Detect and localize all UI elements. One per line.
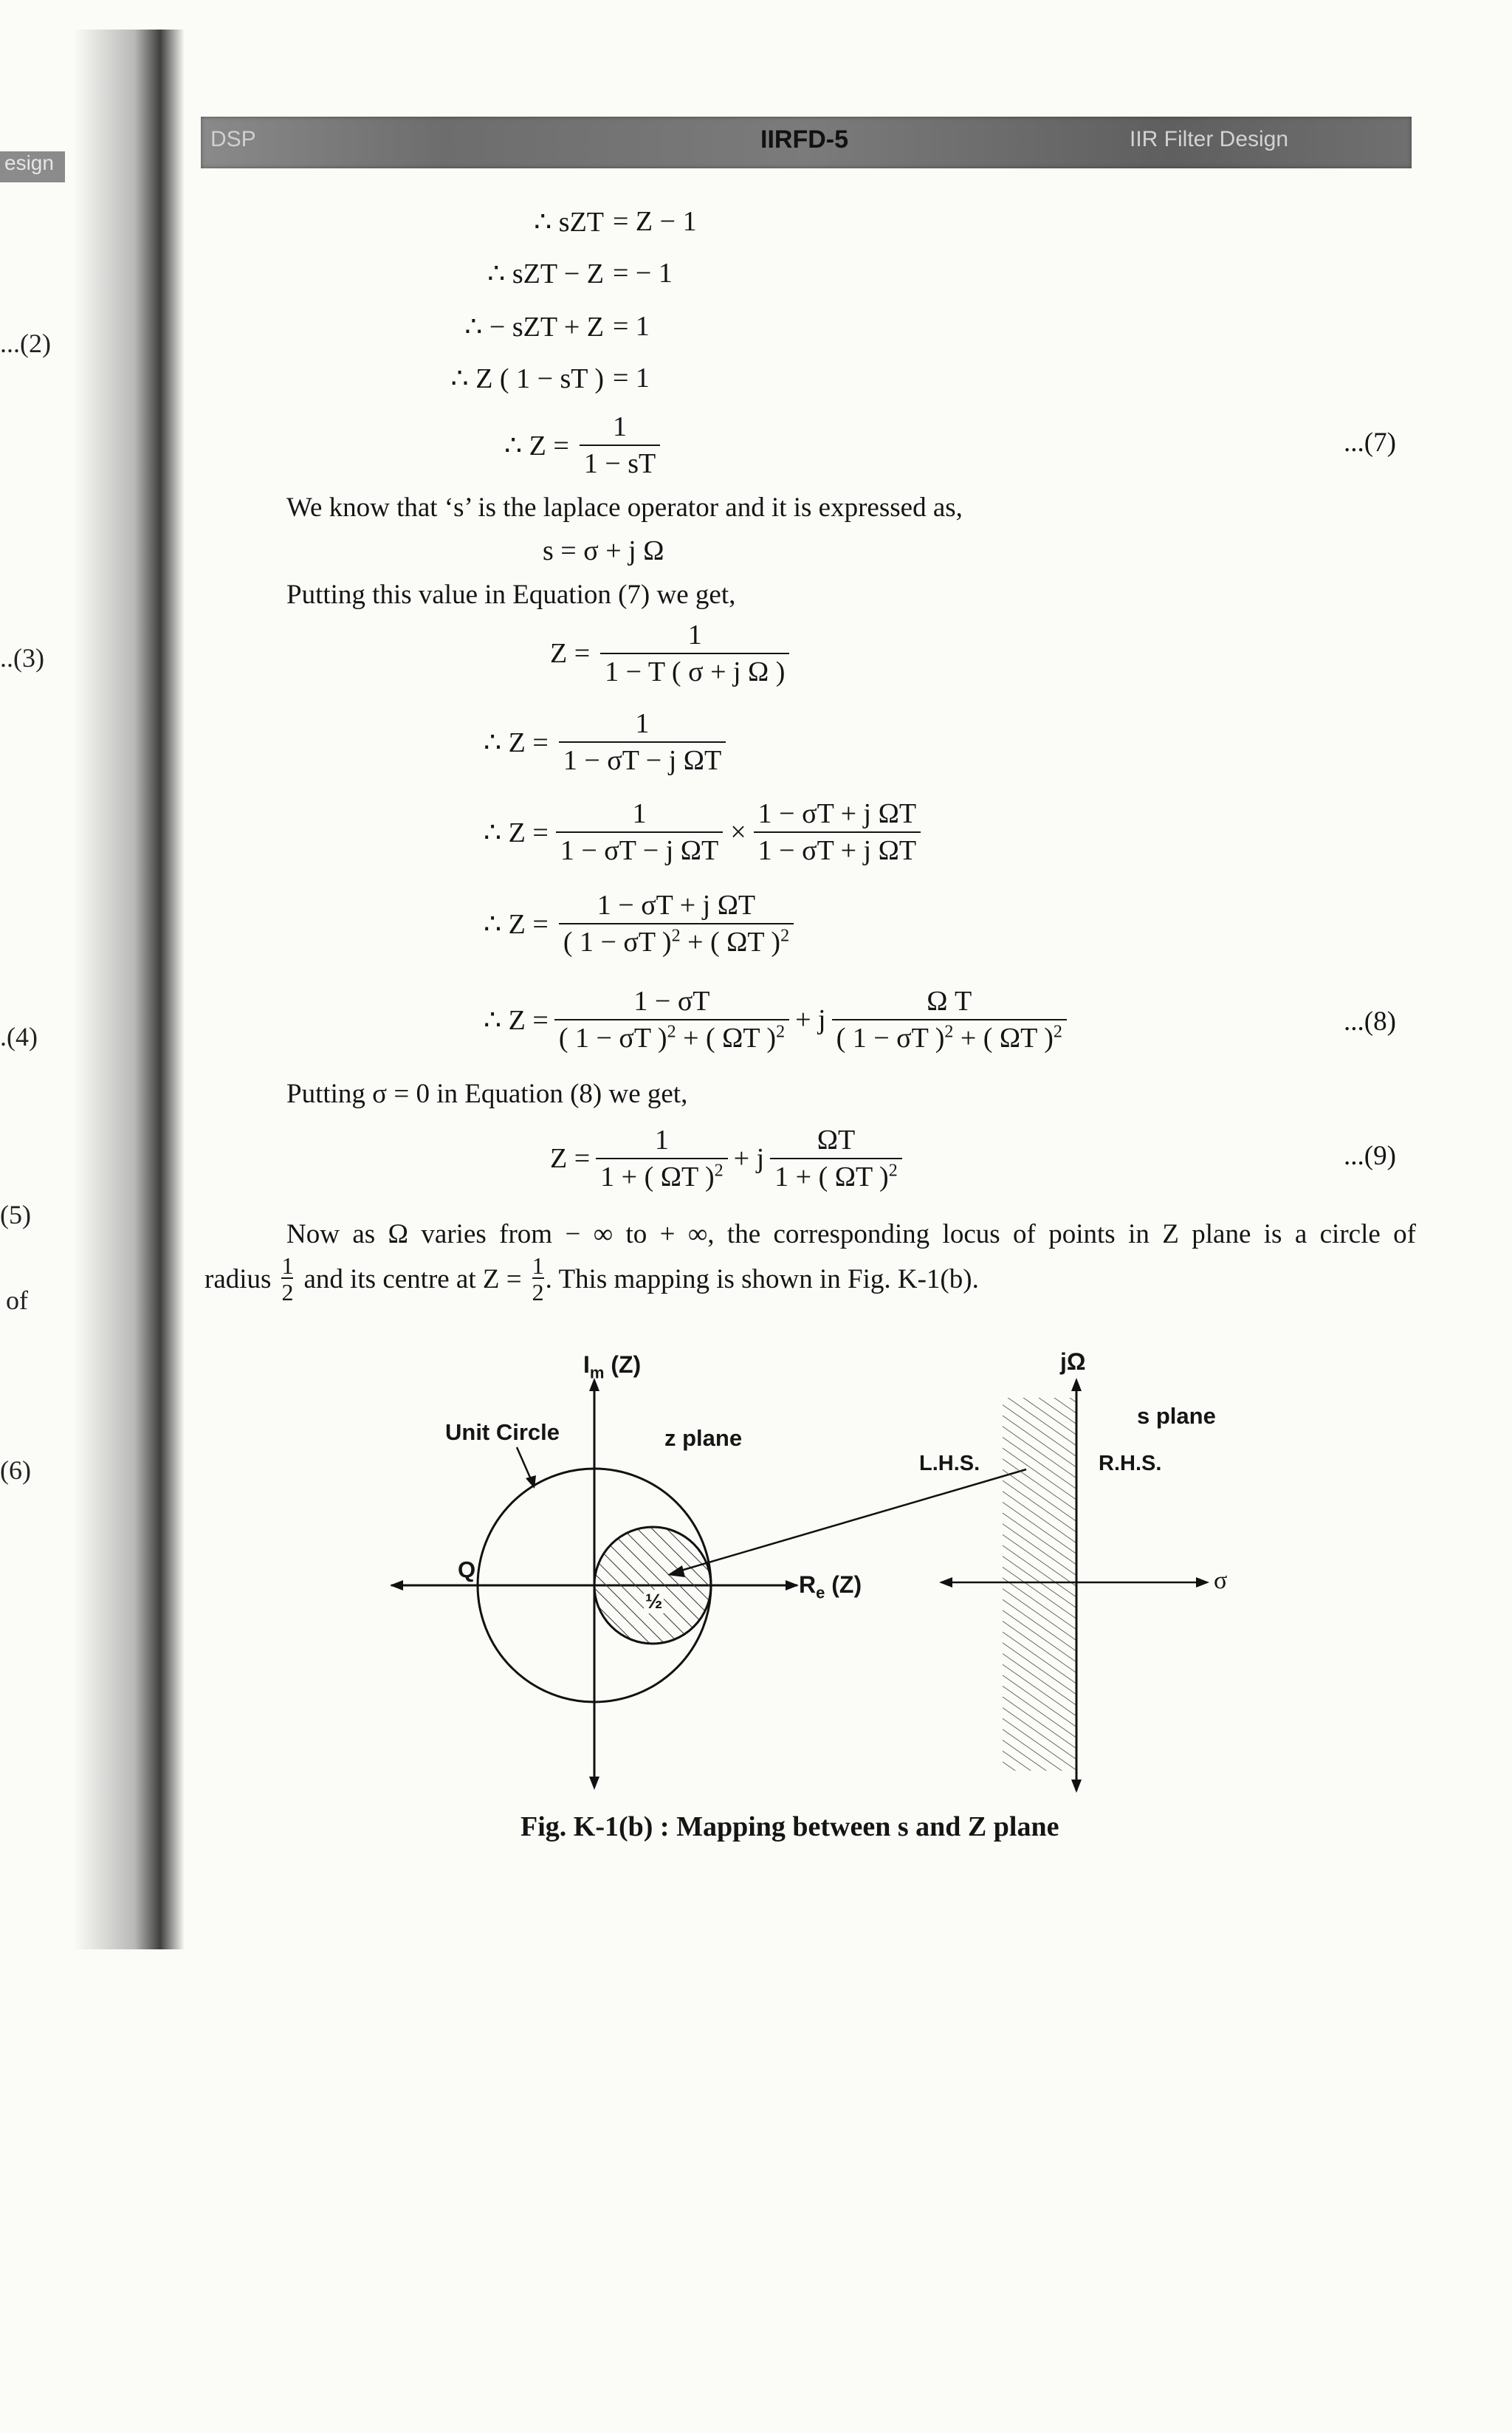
sigma-axis-label: σ bbox=[1214, 1567, 1228, 1594]
s-plane-label: s plane bbox=[1137, 1403, 1216, 1429]
derivation-rhs: = − 1 bbox=[613, 258, 673, 289]
equation-lhs: ∴ Z = bbox=[484, 817, 549, 848]
den-term: ( 1 − σT ) bbox=[563, 927, 672, 958]
exponent: 2 bbox=[667, 1022, 676, 1042]
exponent: 2 bbox=[714, 1161, 724, 1181]
label-subscript: e bbox=[816, 1583, 825, 1602]
figure-caption: Fig. K-1(b) : Mapping between s and Z plane bbox=[520, 1811, 1059, 1842]
prev-page-word: of bbox=[6, 1286, 28, 1315]
lhs-shaded-region bbox=[1003, 1398, 1076, 1771]
equation-number: ...(8) bbox=[1344, 1006, 1396, 1037]
exponent: 2 bbox=[776, 1022, 786, 1042]
den-term: ( 1 − σT ) bbox=[558, 1023, 667, 1054]
half-radius-label: ½ bbox=[645, 1590, 663, 1613]
arrow-down bbox=[589, 1777, 599, 1790]
exponent: 2 bbox=[888, 1161, 898, 1181]
derivation-lhs: ∴ sZT − Z bbox=[487, 258, 604, 289]
exponent: 2 bbox=[780, 926, 790, 946]
fraction-numerator: 1 bbox=[687, 620, 702, 651]
fraction-denominator: 1 − sT bbox=[580, 445, 660, 480]
label-suffix: (Z) bbox=[604, 1351, 642, 1378]
equation-lhs: ∴ Z = bbox=[484, 1004, 549, 1036]
den-term: ( 1 − σT ) bbox=[836, 1023, 945, 1054]
header-section-title: IIR Filter Design bbox=[1130, 127, 1289, 151]
fraction-numerator: Ω T bbox=[927, 986, 972, 1017]
equation-lhs: ∴ Z = bbox=[484, 727, 549, 758]
fraction-numerator: 1 bbox=[632, 798, 647, 829]
prev-page-eq-number: ..(3) bbox=[0, 643, 44, 673]
exponent: 2 bbox=[944, 1022, 954, 1042]
label-main: I bbox=[583, 1351, 590, 1378]
text-run: radius bbox=[205, 1263, 272, 1294]
label-main: R bbox=[799, 1571, 817, 1598]
rhs-label: R.H.S. bbox=[1099, 1452, 1162, 1475]
derivation-rhs: = 1 bbox=[613, 363, 650, 394]
prev-page-eq-number: (6) bbox=[0, 1455, 31, 1485]
arrow-left bbox=[390, 1580, 403, 1590]
fraction-numerator: 1 bbox=[654, 1125, 669, 1156]
fraction-denominator: 1 − T ( σ + j Ω ) bbox=[600, 653, 789, 688]
prev-page-eq-number: (5) bbox=[0, 1200, 31, 1229]
fraction-denominator: 2 bbox=[281, 1279, 294, 1305]
fraction-numerator: ΩT bbox=[817, 1125, 856, 1156]
prev-page-eq-number: .(4) bbox=[0, 1022, 38, 1051]
equation-number: ...(9) bbox=[1344, 1141, 1396, 1171]
derivation-lhs: ∴ − sZT + Z bbox=[464, 312, 604, 343]
text-run: and its centre at Z = bbox=[303, 1263, 522, 1294]
s-expression: s = σ + j Ω bbox=[543, 535, 664, 566]
den-term: + ( ΩT ) bbox=[680, 927, 781, 958]
paragraph: Now as Ω varies from − ∞ to + ∞, the corresponding locus of points in Z plane is a circle of bbox=[286, 1219, 1416, 1249]
fraction-numerator: 1 bbox=[613, 411, 628, 442]
derivation-rhs: = 1 bbox=[613, 311, 650, 342]
prev-page-header-fragment: esign bbox=[0, 151, 65, 182]
equation-number: ...(7) bbox=[1344, 428, 1396, 458]
arrow-right bbox=[786, 1580, 799, 1590]
label-suffix: (Z) bbox=[825, 1571, 862, 1598]
text-run: . This mapping is shown in Fig. K-1(b). bbox=[545, 1263, 979, 1294]
prev-page-eq-number: ...(2) bbox=[0, 329, 51, 358]
arrow-down bbox=[1071, 1780, 1082, 1793]
exponent: 2 bbox=[671, 926, 681, 946]
fraction-numerator: 1 bbox=[281, 1252, 294, 1279]
fraction-denominator: 1 − σT − j ΩT bbox=[559, 741, 726, 777]
re-z-axis-label bbox=[799, 1571, 862, 1602]
im-z-axis-label bbox=[583, 1351, 641, 1382]
den-term: + ( ΩT ) bbox=[676, 1023, 777, 1054]
arrow-up bbox=[1071, 1378, 1082, 1391]
exponent: 2 bbox=[1053, 1022, 1062, 1042]
paragraph: We know that ‘s’ is the laplace operator and it is expressed as, bbox=[286, 493, 963, 523]
mapped-circle bbox=[594, 1527, 711, 1644]
fraction-denominator: 2 bbox=[532, 1279, 544, 1305]
jomega-axis-label: jΩ bbox=[1060, 1348, 1086, 1375]
fraction-numerator: 1 bbox=[635, 708, 650, 739]
mapping-arrow bbox=[673, 1469, 1026, 1573]
header-page-id: IIRFD-5 bbox=[760, 126, 848, 154]
fraction-numerator: 1 bbox=[532, 1252, 544, 1279]
derivation-lhs: ∴ sZT bbox=[534, 207, 604, 238]
derivation-lhs: ∴ Z ( 1 − sT ) bbox=[450, 363, 604, 394]
den-term: + ( ΩT ) bbox=[953, 1023, 1054, 1054]
arrow-right bbox=[1196, 1577, 1209, 1588]
fraction-denominator: 1 − σT − j ΩT bbox=[556, 831, 723, 867]
equation-lhs: Z = bbox=[550, 1143, 591, 1174]
derivation-rhs: = Z − 1 bbox=[613, 206, 697, 237]
header-left-text: DSP bbox=[210, 127, 256, 151]
fraction-numerator: 1 − σT + j ΩT bbox=[597, 890, 756, 921]
fraction-numerator: 1 − σT + j ΩT bbox=[757, 798, 917, 829]
z-plane-label: z plane bbox=[664, 1425, 743, 1451]
paragraph: Putting this value in Equation (7) we get, bbox=[286, 580, 736, 610]
arrow-left bbox=[939, 1577, 952, 1588]
equation-lhs: Z = bbox=[550, 638, 591, 669]
den-term: 1 + ( ΩT ) bbox=[600, 1161, 715, 1193]
label-subscript: m bbox=[589, 1363, 605, 1382]
fraction-denominator: 1 − σT + j ΩT bbox=[754, 831, 921, 867]
equation-lhs: ∴ Z = bbox=[484, 908, 549, 940]
den-term: 1 + ( ΩT ) bbox=[774, 1161, 889, 1193]
unit-circle-label: Unit Circle bbox=[445, 1419, 560, 1445]
plus-j: + j bbox=[795, 1004, 826, 1035]
plus-j: + j bbox=[733, 1143, 765, 1174]
q-point-label: Q bbox=[458, 1557, 476, 1582]
paragraph: Putting σ = 0 in Equation (8) we get, bbox=[286, 1079, 688, 1109]
fraction-numerator: 1 − σT bbox=[633, 986, 710, 1017]
equation-lhs: ∴ Z = bbox=[504, 430, 569, 461]
multiply-sign: × bbox=[730, 817, 746, 848]
lhs-label: L.H.S. bbox=[919, 1452, 980, 1475]
